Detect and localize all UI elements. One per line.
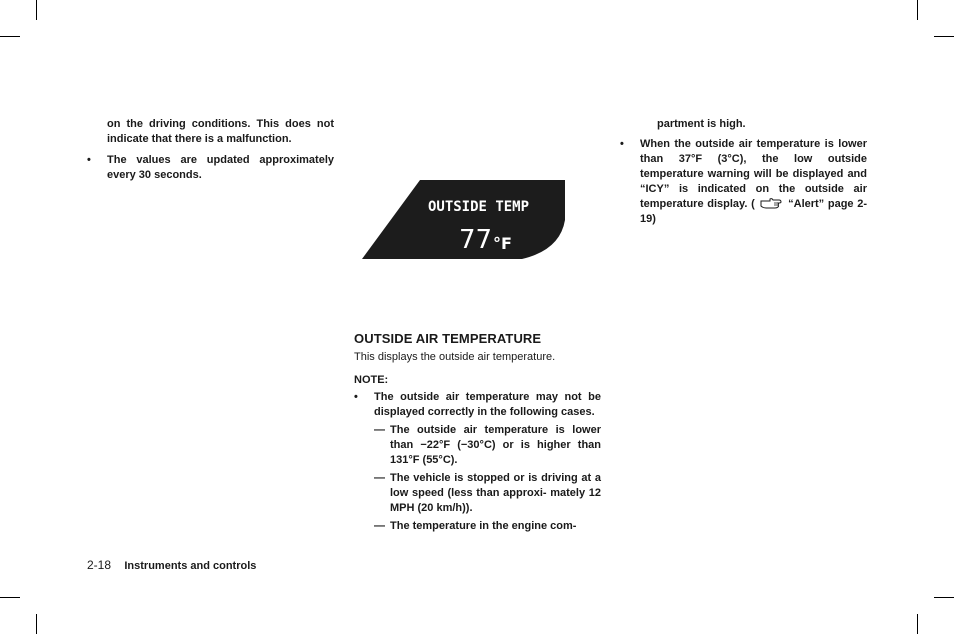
left-bullet-text: The values are updated approximately every 30 seconds. (107, 154, 334, 181)
display-unit: °F (493, 234, 512, 253)
cross-reference-link[interactable]: “Alert” page 2-19) (640, 198, 867, 225)
display-value: 77 (459, 225, 493, 255)
left-column (87, 117, 334, 183)
left-continuation-text: on the driving conditions. This does not indicate that there is a malfunction. (107, 118, 334, 145)
crop-mark (917, 0, 918, 20)
outside-temp-display-graphic (362, 180, 565, 259)
crop-mark (0, 597, 20, 598)
right-bullet-item (620, 137, 867, 227)
dash-symbol: — (374, 520, 385, 532)
note-bullet-text: The outside air temperature may not be displayed correctly in the following cases. (374, 391, 601, 418)
dash-item-text: The temperature in the engine com- (390, 520, 577, 532)
dash-item-text: The vehicle is stopped or is driving at a low speed (less than approxi- mately 12 MPH (20 km/h)). (390, 472, 601, 514)
bullet-dot: • (87, 154, 91, 166)
intro-text: This displays the outside air temperature. (354, 351, 556, 363)
left-bullet-item (87, 153, 334, 183)
dash-item (354, 423, 601, 468)
bullet-dot: • (620, 138, 624, 150)
dash-item (354, 519, 601, 534)
right-bullet-text (640, 137, 867, 227)
right-column (620, 117, 867, 227)
pointing-hand-icon (760, 197, 782, 209)
dash-item-text: The outside air temperature is lower than −22°F (−30°C) or is higher than 131°F (55°C). (390, 424, 601, 466)
crop-mark (36, 0, 37, 20)
crop-mark (917, 614, 918, 634)
section-heading: OUTSIDE AIR TEMPERATURE (354, 331, 542, 346)
section-title: Instruments and controls (124, 560, 257, 572)
note-bullet-item (354, 390, 601, 420)
crop-mark (934, 36, 954, 37)
crop-mark (0, 36, 20, 37)
page-number: 2-18 (87, 558, 112, 572)
page-footer (87, 558, 256, 572)
right-bullet-body: When the outside air temperature is lower than 37°F (3°C), the low outside temperature warning will be displayed and “ICY” is indicated on the outside air temperature display. ( (640, 138, 867, 210)
dash-symbol: — (374, 472, 385, 484)
display-label: OUTSIDE TEMP (428, 199, 529, 215)
crop-mark (36, 614, 37, 634)
bullet-dot: • (354, 391, 358, 403)
middle-column (354, 331, 601, 534)
dash-symbol: — (374, 424, 385, 436)
note-label: NOTE: (354, 374, 389, 386)
crop-mark (934, 597, 954, 598)
dash-item (354, 471, 601, 516)
right-continuation-text: partment is high. (657, 118, 746, 130)
